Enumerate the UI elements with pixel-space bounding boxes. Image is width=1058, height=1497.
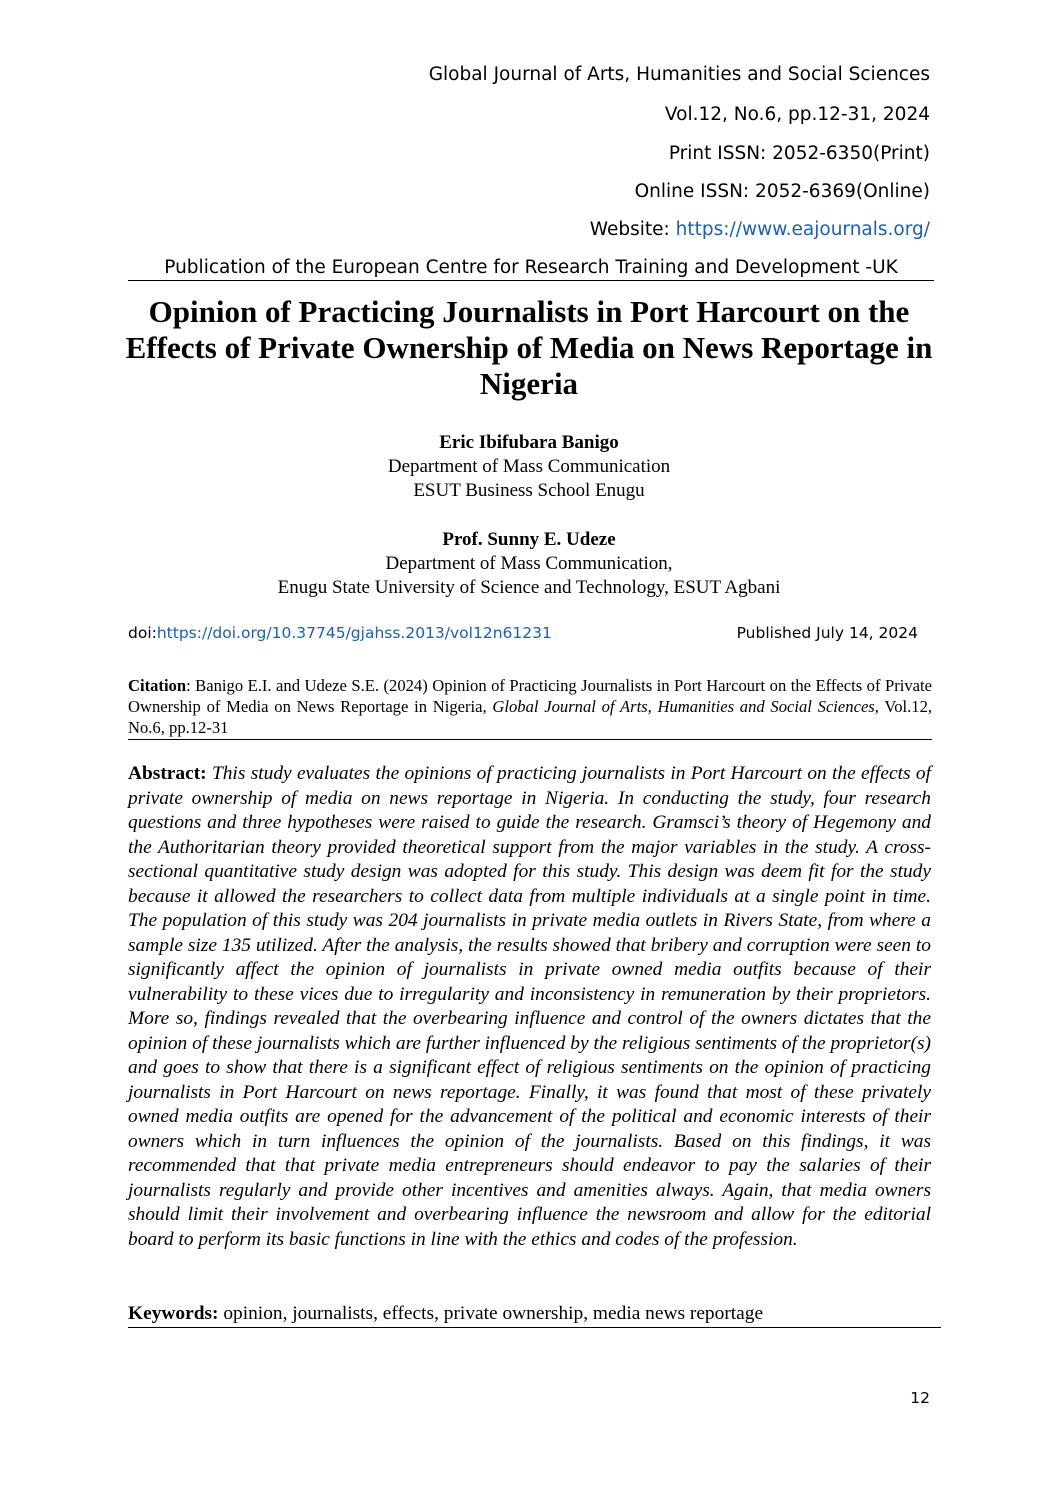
author-block-1 bbox=[128, 431, 930, 503]
citation-block bbox=[128, 675, 932, 740]
author-block-2 bbox=[128, 528, 930, 600]
author-affiliation: Department of Mass Communication, bbox=[385, 553, 673, 574]
citation-text: : Banigo E.I. and Udeze S.E. (2024) Opinion of Practicing Journalists in Port Harcourt on the Effects of Private Ownership of Media on News Reportage in Nigeria, bbox=[128, 676, 932, 716]
website-label: Website: bbox=[589, 219, 676, 240]
print-issn: Print ISSN: 2052-6350(Print) bbox=[668, 143, 930, 164]
abstract-text: This study evaluates the opinions of practicing journalists in Port Harcourt on the effects of private ownership of media on news reportage in Nigeria. In conducting the study, four research questions and three hypotheses were raised to guide the research. Gramsci’s theory of Hegemony and the Authoritarian theory provided theoretical support from the major variables in the study. A cross-sectional quantitative study design was adopted for this study. This design was deem fit for the study because it allowed the researchers to collect data from multiple individuals at a single point in time. The population of this study was 204 journalists in private media outlets in Rivers State, from where a sample size 135 utilized. After the analysis, the results showed that bribery and corruption were seen to significantly affect the opinion of journalists in private owned media outfits because of their vulnerability to these vices due to irregularity and inconsistency in remuneration by their proprietors. More so, findings revealed that the overbearing influence and control of the owners dictates that the opinion of these journalists which are further influenced by the religious sentiments of the proprietor(s) and goes to show that there is a significant effect of religious sentiments on the opinion of practicing journalists in Port Harcourt on news reportage. Finally, it was found that most of these privately owned media outfits are opened for the advancement of the political and economic interests of their owners which in turn influences the opinion of the journalists. Based on this findings, it was recommended that that private media entrepreneurs should endeavor to pay the salaries of their journalists regularly and provide other incentives and amenities always. Again, that media owners should limit their involvement and overbearing influence the newsroom and allow for the editorial board to perform its basic functions in line with the ethics and codes of the profession. bbox=[128, 763, 931, 1250]
doi-line bbox=[128, 624, 930, 642]
keywords-label: Keywords: bbox=[128, 1303, 219, 1324]
online-issn: Online ISSN: 2052-6369(Online) bbox=[634, 181, 930, 202]
volume-info: Vol.12, No.6, pp.12-31, 2024 bbox=[664, 104, 930, 125]
doi-prefix: doi: bbox=[128, 624, 157, 642]
author-name: Eric Ibifubara Banigo bbox=[439, 432, 619, 453]
doi-link[interactable]: https://doi.org/10.37745/gjahss.2013/vol12n61231 bbox=[156, 624, 552, 642]
page-number: 12 bbox=[910, 1389, 930, 1407]
author-affiliation: ESUT Business School Enugu bbox=[413, 480, 645, 501]
author-name: Prof. Sunny E. Udeze bbox=[442, 529, 616, 550]
citation-text-end: , Vol.12, No.6, pp.12-31 bbox=[128, 697, 933, 737]
abstract-block bbox=[128, 762, 931, 1252]
author-affiliation: Enugu State University of Science and Technology, ESUT Agbani bbox=[277, 577, 781, 598]
author-affiliation: Department of Mass Communication bbox=[387, 456, 671, 477]
abstract-label: Abstract: bbox=[128, 763, 207, 784]
citation-journal: Global Journal of Arts, Humanities and Social Sciences bbox=[492, 697, 875, 716]
paper-title: Opinion of Practicing Journalists in Port Harcourt on the Effects of Private Ownership of Media on News Reportage in Nigeria bbox=[125, 294, 933, 401]
publisher-line: Publication of the European Centre for Research Training and Development -UK bbox=[128, 257, 934, 281]
journal-name: Global Journal of Arts, Humanities and Social Sciences bbox=[428, 64, 930, 85]
website-link[interactable]: https://www.eajournals.org/ bbox=[675, 219, 930, 240]
keywords-text: opinion, journalists, effects, private ownership, media news reportage bbox=[218, 1303, 764, 1324]
published-date: Published July 14, 2024 bbox=[736, 624, 918, 642]
website-line bbox=[590, 219, 930, 240]
citation-label: Citation bbox=[128, 676, 187, 695]
keywords-line bbox=[128, 1302, 941, 1328]
